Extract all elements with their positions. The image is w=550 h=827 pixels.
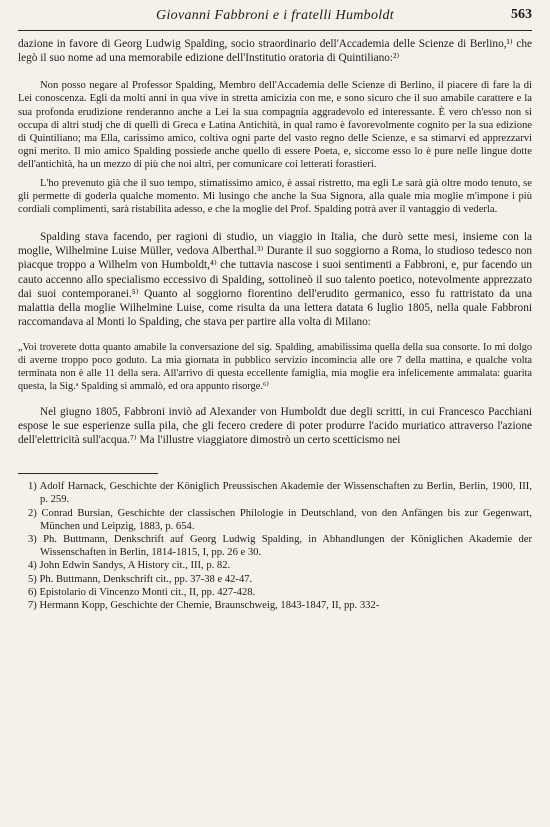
letter-paragraph-1: Non posso negare al Professor Spalding, Membro dell'Accademia delle Scienze di Berlino, il piacere di fare la di Lei conoscenza. Egli da molti anni in qua vive in stretta amicizia con me, e sono sicuro che il suo amabile carattere e la sua profonda erudizione renderanno anche a Lei la sua compagnia aggradevolo ed interessante. È vero ch'esso non si occupa di altri studj che di quelli di Greca e Latina Antichità, in qual ramo è favorevolmente cognito per la sua edizione di Quintiliano; ma Ella, carissimo amico, coltiva ogni parte del vasto regno delle Scienze, e sa stimarvi ed apprezzarvi ogni merito. Il mio amico Spalding possiede anche quello di essere Poeta, e, siccome esso lo è pure nelle lingue dotte dell'antichità, ha un mezzo di più che noi altri, per comunicare coi letterati forastieri. — [18, 80, 532, 171]
footnote-3: 3) Ph. Buttmann, Denkschrift auf Georg Ludwig Spalding, in Abhandlungen der Königlichen Akademie der Wissenschaften in Berlin, 1814-1815, I, pp. 26 e 30. — [28, 533, 532, 559]
running-header — [18, 0, 532, 31]
running-title: Giovanni Fabbroni e i fratelli Humboldt — [156, 8, 394, 23]
footnote-2: 2) Conrad Bursian, Geschichte der classischen Philologie in Deutschland, von den Anfängen bis zur Gegenwart, München und Leipzig, 1883, p. 654. — [28, 507, 532, 532]
footnote-6: 6) Epistolario di Vincenzo Monti cit., II, pp. 427-428. — [28, 586, 256, 598]
footnote-separator — [18, 473, 158, 474]
footnote-7: 7) Hermann Kopp, Geschichte der Chemie, Braunschweig, 1843-1847, II, pp. 332- — [28, 599, 380, 611]
footnotes — [18, 480, 532, 612]
paragraph-intro: dazione in favore di Georg Ludwig Spalding, socio straordinario dell'Accademia delle Scienze di Berlino,¹⁾ che legò il suo nome ad una memorabile edizione dell'Institutio oratoria di Quintiliano:²⁾ — [18, 38, 532, 65]
paragraph-spalding-journey: Spalding stava facendo, per ragioni di studio, un viaggio in Italia, che durò sette mesi, insieme con la moglie, Wilhelmine Luise Müller, vedova Alberthal.³⁾ Durante il suo soggiorno a Roma, lo studioso tedesco non piacque troppo a Wilhelm von Humboldt,⁴⁾ che tuttavia nascose i suoi sentimenti a Fabbroni, e, pur facendo un cauto accenno allo specialismo eccessivo di Spalding, sottolineò il suo talento poetico, notevolmente apprezzato dai suoi contemporanei.⁵⁾ Quanto al soggiorno fiorentino dell'erudito germanico, esso fu rattristato da una malattia della moglie Wilhelmine Luise, come risulta da una lettera datata 6 luglio 1805, nella quale Fabbroni raccomandava al Monti lo Spalding, che stava per partire alla volta di Milano: — [18, 231, 532, 328]
paragraph-pacchiani: Nel giugno 1805, Fabbroni inviò ad Alexander von Humboldt due degli scritti, in cui Francesco Pacchiani espose le sue esperienze sulla pila, che gli fecero credere di poter produrre l'acido muriatico attraverso l'azione dell'elettricità sull'acqua.⁷⁾ Ma l'illustre viaggiatore dimostrò un certo scetticismo nei — [18, 405, 532, 447]
footnote-5: 5) Ph. Buttmann, Denkschrift cit., pp. 37-38 e 42-47. — [28, 573, 253, 585]
footnote-4: 4) John Edwin Sandys, A History cit., III, p. 82. — [28, 560, 231, 572]
quote-fabbroni-to-monti: „Voi troverete dotta quanto amabile la conversazione del sig. Spalding, amabilissima quella della sua consorte. Io mi dolgo di averne troppo poco goduto. La mia giornata in pubblico servizio incomincia alle ore 7 della mattina, e qualche volta terminata non è alle 11 della sera. All'arrivo di questa eccellente famiglia, mia moglie era infelicemente ammalata: guarita questa, la Sig.ᵃ Spalding si ammalò, ed ora appunto risorge.⁶⁾ — [18, 341, 532, 392]
footnote-1: 1) Adolf Harnack, Geschichte der Königlich Preussischen Akademie der Wissenschaften zu Berlin, Berlin, 1900, III, p. 259. — [28, 481, 532, 506]
letter-paragraph-2: L'ho prevenuto già che il suo tempo, stimatissimo amico, è assai ristretto, ma egli Le sarà già oltre modo tenuto, se gli permette di goderla qualche momento. Mi lusingo che anche la Sua Signora, alla quale mia moglie m'impone i più cordiali complimenti, sarà ristabilita adesso, e che la moglie del Prof. Spalding potrà aver il vantaggio di vederla. — [18, 177, 532, 216]
page-number: 563 — [511, 7, 532, 22]
